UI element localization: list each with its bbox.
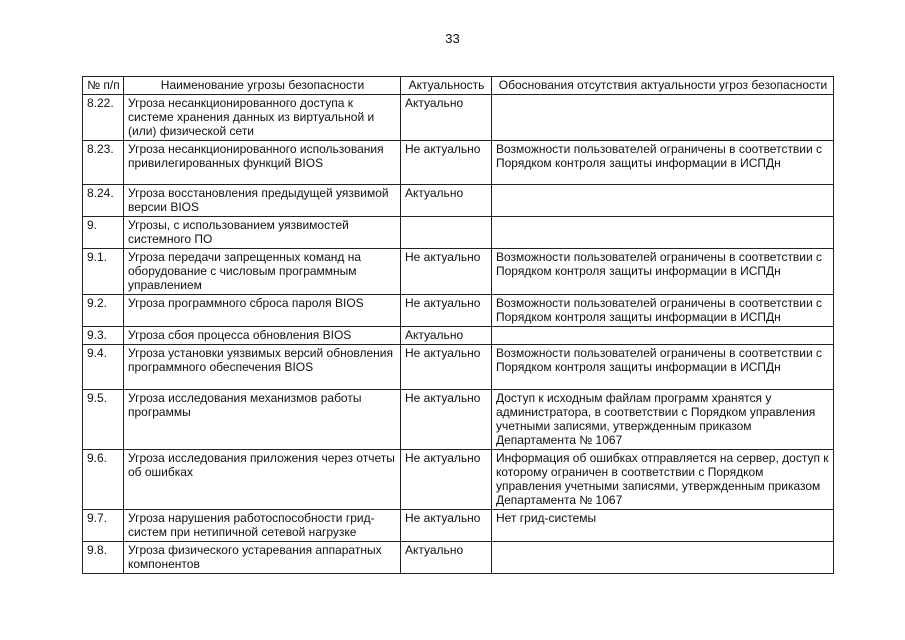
- page-number: 33: [445, 31, 460, 46]
- row-threat-name: Угроза сбоя процесса обновления BIOS: [124, 327, 401, 345]
- row-justification: Нет грид-системы: [492, 510, 834, 542]
- row-threat-name: Угроза установки уязвимых версий обновления программного обеспечения BIOS: [124, 345, 401, 390]
- header-number: № п/п: [83, 77, 124, 95]
- row-number: 9.: [83, 217, 124, 249]
- row-number: 9.7.: [83, 510, 124, 542]
- row-relevance: Не актуально: [401, 345, 492, 390]
- row-justification: Возможности пользователей ограничены в соответствии с Порядком контроля защиты информации в ИСПДн: [492, 345, 834, 390]
- row-relevance: Актуально: [401, 327, 492, 345]
- row-threat-name: Угроза исследования приложения через отчеты об ошибках: [124, 450, 401, 510]
- row-relevance: Актуально: [401, 95, 492, 141]
- row-relevance: Не актуально: [401, 249, 492, 295]
- row-number: 9.1.: [83, 249, 124, 295]
- row-threat-name: Угроза передачи запрещенных команд на оборудование с числовым программным управлением: [124, 249, 401, 295]
- row-threat-name: Угроза физического устаревания аппаратных компонентов: [124, 542, 401, 574]
- row-number: 8.24.: [83, 185, 124, 217]
- row-number: 8.22.: [83, 95, 124, 141]
- row-threat-name: Угроза исследования механизмов работы программы: [124, 390, 401, 450]
- header-threat-name: Наименование угрозы безопасности: [124, 77, 401, 95]
- row-justification: [492, 542, 834, 574]
- row-threat-name: Угроза несанкционированного использования привилегированных функций BIOS: [124, 141, 401, 185]
- row-justification: Возможности пользователей ограничены в соответствии с Порядком контроля защиты информации в ИСПДн: [492, 141, 834, 185]
- table-row: [83, 295, 834, 327]
- row-number: 9.4.: [83, 345, 124, 390]
- row-threat-name: Угроза нарушения работоспособности грид-систем при нетипичной сетевой нагрузке: [124, 510, 401, 542]
- row-relevance: Актуально: [401, 542, 492, 574]
- row-threat-name: Угроза несанкционированного доступа к системе хранения данных из виртуальной и (или) физической сети: [124, 95, 401, 141]
- table-row: [83, 510, 834, 542]
- row-threat-name: Угроза восстановления предыдущей уязвимой версии BIOS: [124, 185, 401, 217]
- row-justification: [492, 327, 834, 345]
- row-number: 9.2.: [83, 295, 124, 327]
- row-justification: Доступ к исходным файлам программ хранятся у администратора, в соответствии с Порядком управления учетными записями, утвержденным приказом Департамента № 1067: [492, 390, 834, 450]
- table-row: [83, 390, 834, 450]
- table-row: [83, 217, 834, 249]
- table-row: [83, 450, 834, 510]
- row-relevance: [401, 217, 492, 249]
- row-justification: Возможности пользователей ограничены в соответствии с Порядком контроля защиты информации в ИСПДн: [492, 295, 834, 327]
- table-row: [83, 185, 834, 217]
- header-relevance: Актуальность: [401, 77, 492, 95]
- row-justification: [492, 217, 834, 249]
- row-number: 9.3.: [83, 327, 124, 345]
- row-number: 9.5.: [83, 390, 124, 450]
- row-justification: Возможности пользователей ограничены в соответствии с Порядком контроля защиты информации в ИСПДн: [492, 249, 834, 295]
- table-row: [83, 345, 834, 390]
- row-justification: Информация об ошибках отправляется на сервер, доступ к которому ограничен в соответствии с Порядком управления учетными записями, утвержденным приказом Департамента № 1067: [492, 450, 834, 510]
- table-row: [83, 542, 834, 574]
- row-relevance: Актуально: [401, 185, 492, 217]
- row-threat-name: Угроза программного сброса пароля BIOS: [124, 295, 401, 327]
- row-relevance: Не актуально: [401, 390, 492, 450]
- table-row: [83, 249, 834, 295]
- row-justification: [492, 185, 834, 217]
- row-relevance: Не актуально: [401, 450, 492, 510]
- header-justification: Обоснования отсутствия актуальности угроз безопасности: [492, 77, 834, 95]
- row-relevance: Не актуально: [401, 141, 492, 185]
- table-row: [83, 141, 834, 185]
- row-justification: [492, 95, 834, 141]
- row-relevance: Не актуально: [401, 510, 492, 542]
- row-threat-name: Угрозы, с использованием уязвимостей системного ПО: [124, 217, 401, 249]
- table-row: [83, 95, 834, 141]
- table-header-row: [83, 77, 834, 95]
- threats-table: [82, 76, 834, 574]
- row-number: 8.23.: [83, 141, 124, 185]
- row-number: 9.6.: [83, 450, 124, 510]
- row-relevance: Не актуально: [401, 295, 492, 327]
- row-number: 9.8.: [83, 542, 124, 574]
- table-row: [83, 327, 834, 345]
